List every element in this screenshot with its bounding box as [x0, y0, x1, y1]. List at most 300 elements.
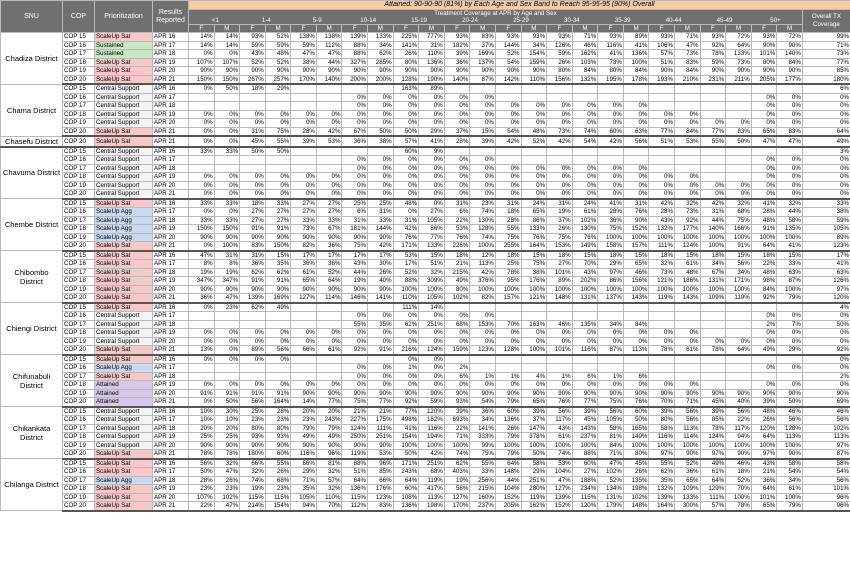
coverage-cell: 26%: [214, 476, 240, 485]
overall-coverage-cell: 0%: [802, 93, 850, 102]
coverage-cell: 90%: [674, 389, 700, 398]
coverage-cell: 0%: [674, 329, 700, 338]
coverage-cell: 0%: [393, 102, 419, 111]
coverage-cell: 198%: [623, 485, 649, 494]
coverage-cell: 52%: [726, 476, 752, 485]
coverage-cell: 0%: [214, 355, 240, 364]
coverage-cell: 80%: [623, 450, 649, 459]
coverage-cell: 143%: [623, 294, 649, 303]
coverage-cell: 33%: [189, 199, 215, 208]
cop-cell: COP 15: [63, 303, 95, 312]
coverage-cell: 41%: [419, 136, 445, 147]
coverage-cell: 164%: [649, 502, 675, 511]
coverage-cell: 115%: [342, 493, 368, 502]
coverage-cell: 0%: [240, 119, 266, 128]
coverage-cell: 44%: [495, 476, 521, 485]
coverage-cell: 300%: [674, 502, 700, 511]
coverage-cell: 17%: [368, 251, 394, 260]
results-reported-cell: APR 21: [153, 190, 189, 199]
table-row: [1, 320, 850, 329]
coverage-cell: 100%: [700, 441, 726, 450]
coverage-cell: 215%: [470, 485, 496, 494]
sex-header: F: [649, 24, 675, 33]
coverage-cell: 136%: [623, 50, 649, 59]
coverage-cell: [777, 372, 803, 381]
coverage-cell: 23%: [265, 416, 291, 425]
coverage-cell: 0%: [470, 110, 496, 119]
coverage-cell: 0%: [777, 102, 803, 111]
coverage-cell: 0%: [572, 164, 598, 173]
coverage-cell: 98%: [751, 277, 777, 286]
coverage-cell: 0%: [751, 102, 777, 111]
coverage-cell: 64%: [393, 476, 419, 485]
coverage-cell: [291, 147, 317, 156]
coverage-cell: 66%: [291, 346, 317, 355]
coverage-cell: 21%: [368, 407, 394, 416]
coverage-cell: 20%: [316, 407, 342, 416]
coverage-cell: 90%: [214, 441, 240, 450]
coverage-cell: 100%: [623, 285, 649, 294]
coverage-cell: 91%: [240, 277, 266, 286]
coverage-cell: 48%: [265, 50, 291, 59]
table-row: [1, 355, 850, 364]
coverage-cell: 64%: [495, 459, 521, 468]
results-reported-cell: APR 21: [153, 127, 189, 136]
coverage-cell: 90%: [189, 285, 215, 294]
coverage-cell: [240, 372, 266, 381]
coverage-cell: 150%: [189, 225, 215, 234]
coverage-cell: 76%: [444, 233, 470, 242]
coverage-cell: 70%: [495, 320, 521, 329]
results-reported-cell: APR 16: [153, 303, 189, 312]
coverage-cell: 49%: [751, 346, 777, 355]
coverage-cell: 90%: [726, 450, 752, 459]
coverage-cell: 52%: [495, 50, 521, 59]
results-reported-cell: APR 19: [153, 110, 189, 119]
coverage-cell: 0%: [240, 355, 266, 364]
coverage-cell: 90%: [368, 285, 394, 294]
coverage-cell: 55%: [495, 225, 521, 234]
age-band-label: 35-39: [614, 16, 631, 24]
coverage-cell: 71%: [598, 450, 624, 459]
coverage-cell: 25%: [342, 199, 368, 208]
coverage-cell: 116%: [649, 433, 675, 442]
coverage-cell: 31%: [240, 251, 266, 260]
coverage-cell: 58%: [521, 459, 547, 468]
coverage-cell: 0%: [214, 50, 240, 59]
coverage-cell: 156%: [547, 75, 573, 84]
coverage-cell: 100%: [751, 441, 777, 450]
coverage-cell: 105%: [598, 416, 624, 425]
coverage-cell: 0%: [189, 127, 215, 136]
cop-cell: COP 18: [63, 277, 95, 286]
coverage-cell: 0%: [240, 329, 266, 338]
table-row: [1, 312, 850, 321]
coverage-cell: 111%: [368, 424, 394, 433]
coverage-cell: [649, 147, 675, 156]
coverage-cell: 76%: [572, 233, 598, 242]
coverage-cell: 100%: [751, 233, 777, 242]
coverage-cell: [700, 84, 726, 93]
coverage-cell: 28%: [751, 208, 777, 217]
coverage-cell: 18%: [598, 251, 624, 260]
coverage-cell: 39%: [444, 50, 470, 59]
coverage-cell: 90%: [214, 233, 240, 242]
cop-cell: COP 17: [63, 164, 95, 173]
coverage-cell: [598, 364, 624, 373]
prioritization-cell: ScaleUp Sat: [95, 136, 153, 147]
coverage-cell: 48%: [393, 199, 419, 208]
cop-cell: COP 17: [63, 372, 95, 381]
coverage-cell: 97%: [700, 450, 726, 459]
coverage-cell: 26%: [623, 468, 649, 477]
coverage-cell: 0%: [444, 381, 470, 390]
prioritization-cell: ScaleUp Sat: [95, 251, 153, 260]
coverage-cell: 47%: [214, 468, 240, 477]
coverage-cell: 102%: [572, 216, 598, 225]
coverage-cell: 116%: [291, 450, 317, 459]
coverage-cell: 403%: [444, 468, 470, 477]
coverage-cell: 50%: [521, 450, 547, 459]
coverage-cell: 327%: [342, 58, 368, 67]
coverage-cell: 0%: [240, 190, 266, 199]
coverage-cell: 176%: [368, 485, 394, 494]
coverage-cell: 47%: [291, 50, 317, 59]
coverage-cell: 243%: [316, 416, 342, 425]
coverage-cell: 152%: [623, 225, 649, 234]
coverage-cell: 0%: [726, 119, 752, 128]
coverage-cell: 29%: [291, 468, 317, 477]
coverage-cell: 347%: [214, 277, 240, 286]
coverage-cell: 117%: [726, 424, 752, 433]
overall-coverage-cell: 6%: [802, 84, 850, 93]
results-reported-cell: APR 18: [153, 372, 189, 381]
coverage-cell: [777, 147, 803, 156]
coverage-cell: 62%: [649, 468, 675, 477]
coverage-cell: 0%: [419, 372, 445, 381]
cop-cell: COP 15: [63, 355, 95, 364]
coverage-cell: [649, 364, 675, 373]
coverage-cell: 48%: [521, 127, 547, 136]
table-row: [1, 216, 850, 225]
coverage-cell: 90%: [751, 67, 777, 76]
coverage-cell: 101%: [751, 50, 777, 59]
coverage-cell: 100%: [521, 441, 547, 450]
coverage-cell: 110%: [393, 294, 419, 303]
coverage-cell: 178%: [623, 75, 649, 84]
coverage-cell: 22%: [726, 416, 752, 425]
coverage-cell: 0%: [419, 355, 445, 364]
coverage-cell: 378%: [521, 433, 547, 442]
coverage-cell: 90%: [700, 67, 726, 76]
table-row: [1, 493, 850, 502]
table-row: [1, 181, 850, 190]
coverage-cell: 65%: [751, 502, 777, 511]
coverage-cell: 0%: [751, 337, 777, 346]
coverage-cell: 43%: [342, 260, 368, 269]
coverage-cell: 0%: [547, 329, 573, 338]
table-row: [1, 476, 850, 485]
prioritization-cell: ScaleUp Sat: [95, 450, 153, 459]
coverage-cell: 0%: [444, 190, 470, 199]
prioritization-cell: ScaleUp Agg: [95, 208, 153, 217]
coverage-cell: 0%: [777, 364, 803, 373]
coverage-cell: 164%: [265, 398, 291, 407]
coverage-cell: 31%: [240, 127, 266, 136]
coverage-cell: 0%: [214, 181, 240, 190]
results-reported-cell: APR 17: [153, 156, 189, 165]
coverage-cell: 17%: [342, 251, 368, 260]
coverage-cell: 136%: [419, 58, 445, 67]
coverage-cell: [265, 164, 291, 173]
coverage-cell: 0%: [393, 381, 419, 390]
results-reported-cell: APR 16: [153, 407, 189, 416]
coverage-cell: 33%: [470, 468, 496, 477]
coverage-cell: 90%: [291, 389, 317, 398]
coverage-cell: 0%: [189, 173, 215, 182]
coverage-cell: 31%: [547, 199, 573, 208]
coverage-cell: 0%: [751, 181, 777, 190]
coverage-cell: 88%: [342, 50, 368, 59]
coverage-cell: [751, 372, 777, 381]
coverage-cell: 177%: [674, 225, 700, 234]
table-row: [1, 173, 850, 182]
age-band-label: 5-9: [312, 16, 322, 24]
coverage-cell: 113%: [777, 433, 803, 442]
coverage-cell: 35%: [291, 485, 317, 494]
prioritization-cell: ScaleUp Agg: [95, 225, 153, 234]
coverage-cell: 22%: [444, 424, 470, 433]
coverage-cell: 26%: [495, 424, 521, 433]
coverage-cell: 90%: [674, 450, 700, 459]
coverage-cell: 164%: [521, 242, 547, 251]
table-row: [1, 450, 850, 459]
coverage-cell: 81%: [316, 459, 342, 468]
cop-cell: COP 20: [63, 190, 95, 199]
coverage-cell: 31%: [393, 216, 419, 225]
coverage-cell: 0%: [419, 337, 445, 346]
coverage-cell: 73%: [547, 127, 573, 136]
coverage-cell: 136%: [393, 502, 419, 511]
coverage-cell: 90%: [368, 67, 394, 76]
coverage-cell: 0%: [368, 110, 394, 119]
coverage-cell: [368, 147, 394, 156]
overall-coverage-cell: 92%: [802, 346, 850, 355]
prioritization-cell: ScaleUp Sat: [95, 355, 153, 364]
coverage-cell: 104%: [495, 485, 521, 494]
overall-coverage-cell: 113%: [802, 433, 850, 442]
coverage-cell: 93%: [444, 33, 470, 42]
cop-cell: COP 16: [63, 156, 95, 165]
coverage-cell: [700, 355, 726, 364]
cop-cell: COP 19: [63, 119, 95, 128]
coverage-cell: 0%: [368, 364, 394, 373]
coverage-cell: 0%: [470, 181, 496, 190]
coverage-cell: 0%: [368, 156, 394, 165]
coverage-cell: 0%: [726, 337, 752, 346]
age-band-label: 20-24: [462, 16, 478, 24]
coverage-cell: 28%: [649, 208, 675, 217]
coverage-cell: 107%: [189, 493, 215, 502]
coverage-cell: 91%: [265, 389, 291, 398]
coverage-cell: 0%: [189, 355, 215, 364]
cop-cell: COP 18: [63, 381, 95, 390]
coverage-cell: [342, 355, 368, 364]
coverage-cell: 90%: [316, 285, 342, 294]
coverage-cell: 0%: [419, 364, 445, 373]
overall-coverage-cell: 0%: [802, 312, 850, 321]
coverage-cell: 71%: [444, 433, 470, 442]
coverage-cell: 56%: [726, 260, 752, 269]
coverage-cell: [265, 364, 291, 373]
coverage-cell: 87%: [470, 75, 496, 84]
coverage-cell: 0%: [444, 164, 470, 173]
prioritization-cell: Central Support: [95, 337, 153, 346]
cop-cell: COP 18: [63, 433, 95, 442]
overall-coverage-cell: 102%: [802, 424, 850, 433]
coverage-cell: 28%: [495, 216, 521, 225]
coverage-cell: 211%: [726, 75, 752, 84]
overall-coverage-cell: 0%: [802, 119, 850, 128]
coverage-cell: 32%: [214, 459, 240, 468]
coverage-cell: 90%: [291, 441, 317, 450]
coverage-cell: 59%: [265, 41, 291, 50]
cop-cell: COP 18: [63, 225, 95, 234]
coverage-cell: 0%: [265, 181, 291, 190]
coverage-cell: 27%: [265, 216, 291, 225]
coverage-cell: 64%: [751, 485, 777, 494]
coverage-cell: 0%: [598, 337, 624, 346]
coverage-cell: 0%: [189, 329, 215, 338]
overall-coverage-cell: 0%: [802, 156, 850, 165]
coverage-cell: 33%: [214, 216, 240, 225]
coverage-cell: 113%: [470, 260, 496, 269]
coverage-cell: 32%: [316, 468, 342, 477]
coverage-cell: 32%: [419, 268, 445, 277]
coverage-cell: 112%: [316, 41, 342, 50]
coverage-cell: 0%: [777, 312, 803, 321]
coverage-cell: 31%: [214, 251, 240, 260]
coverage-cell: 75%: [470, 450, 496, 459]
overall-coverage-cell: 101%: [802, 485, 850, 494]
coverage-cell: 59%: [700, 58, 726, 67]
coverage-cell: 0%: [623, 190, 649, 199]
table-row: [1, 102, 850, 111]
cop-cell: COP 17: [63, 268, 95, 277]
table-row: [1, 242, 850, 251]
coverage-cell: 115%: [240, 493, 266, 502]
coverage-cell: 0%: [342, 110, 368, 119]
coverage-cell: 92%: [674, 216, 700, 225]
coverage-cell: [368, 303, 394, 312]
coverage-cell: 34%: [777, 476, 803, 485]
coverage-cell: 90%: [393, 389, 419, 398]
coverage-cell: 237%: [572, 433, 598, 442]
coverage-cell: 251%: [419, 320, 445, 329]
coverage-cell: 73%: [291, 225, 317, 234]
coverage-cell: [342, 303, 368, 312]
coverage-cell: 68%: [444, 320, 470, 329]
coverage-cell: 77%: [419, 233, 445, 242]
coverage-cell: [547, 147, 573, 156]
coverage-cell: [291, 303, 317, 312]
coverage-cell: 22%: [751, 260, 777, 269]
cop-cell: COP 18: [63, 173, 95, 182]
coverage-cell: 42%: [598, 136, 624, 147]
coverage-cell: 33%: [214, 147, 240, 156]
coverage-cell: 0%: [316, 337, 342, 346]
coverage-cell: 0%: [342, 119, 368, 128]
prioritization-cell: Sustained: [95, 41, 153, 50]
coverage-cell: [265, 93, 291, 102]
coverage-cell: 53%: [316, 136, 342, 147]
coverage-cell: 27%: [265, 208, 291, 217]
coverage-cell: [674, 312, 700, 321]
coverage-cell: 49%: [316, 433, 342, 442]
coverage-cell: 0%: [649, 119, 675, 128]
coverage-cell: 64%: [751, 242, 777, 251]
coverage-cell: 0%: [342, 372, 368, 381]
coverage-cell: 87%: [598, 346, 624, 355]
sex-header: M: [572, 24, 598, 33]
coverage-cell: [214, 93, 240, 102]
coverage-cell: 36%: [444, 58, 470, 67]
coverage-cell: 0%: [572, 337, 598, 346]
coverage-cell: 0%: [649, 190, 675, 199]
coverage-cell: 38%: [368, 136, 394, 147]
coverage-cell: 226%: [444, 242, 470, 251]
coverage-cell: 110%: [419, 50, 445, 59]
prioritization-cell: Central Support: [95, 84, 153, 93]
coverage-cell: 0%: [265, 337, 291, 346]
coverage-cell: 47%: [751, 136, 777, 147]
sex-header: F: [240, 24, 266, 33]
sex-header: M: [214, 24, 240, 33]
cop-cell: COP 15: [63, 251, 95, 260]
results-reported-cell: APR 20: [153, 389, 189, 398]
coverage-cell: [726, 102, 752, 111]
coverage-cell: [214, 312, 240, 321]
results-reported-cell: APR 19: [153, 173, 189, 182]
coverage-cell: [521, 312, 547, 321]
coverage-cell: 93%: [700, 33, 726, 42]
coverage-cell: 121%: [649, 277, 675, 286]
coverage-cell: 119%: [521, 493, 547, 502]
coverage-cell: 84%: [598, 441, 624, 450]
coverage-cell: 60%: [572, 459, 598, 468]
coverage-cell: [726, 320, 752, 329]
coverage-cell: 90%: [342, 233, 368, 242]
coverage-cell: 56%: [598, 407, 624, 416]
coverage-cell: 0%: [470, 190, 496, 199]
coverage-cell: 0%: [393, 93, 419, 102]
cop-cell: COP 19: [63, 285, 95, 294]
coverage-cell: 62%: [368, 50, 394, 59]
coverage-cell: 0%: [470, 173, 496, 182]
coverage-cell: 188%: [572, 476, 598, 485]
coverage-cell: 0%: [726, 181, 752, 190]
coverage-cell: 42%: [470, 268, 496, 277]
coverage-cell: 0%: [674, 381, 700, 390]
coverage-cell: 0%: [189, 84, 215, 93]
coverage-cell: [726, 303, 752, 312]
coverage-cell: 15%: [521, 251, 547, 260]
coverage-cell: 0%: [316, 110, 342, 119]
coverage-cell: 100%: [572, 441, 598, 450]
coverage-cell: 46%: [547, 320, 573, 329]
coverage-cell: 90%: [572, 389, 598, 398]
table-row: [1, 277, 850, 286]
